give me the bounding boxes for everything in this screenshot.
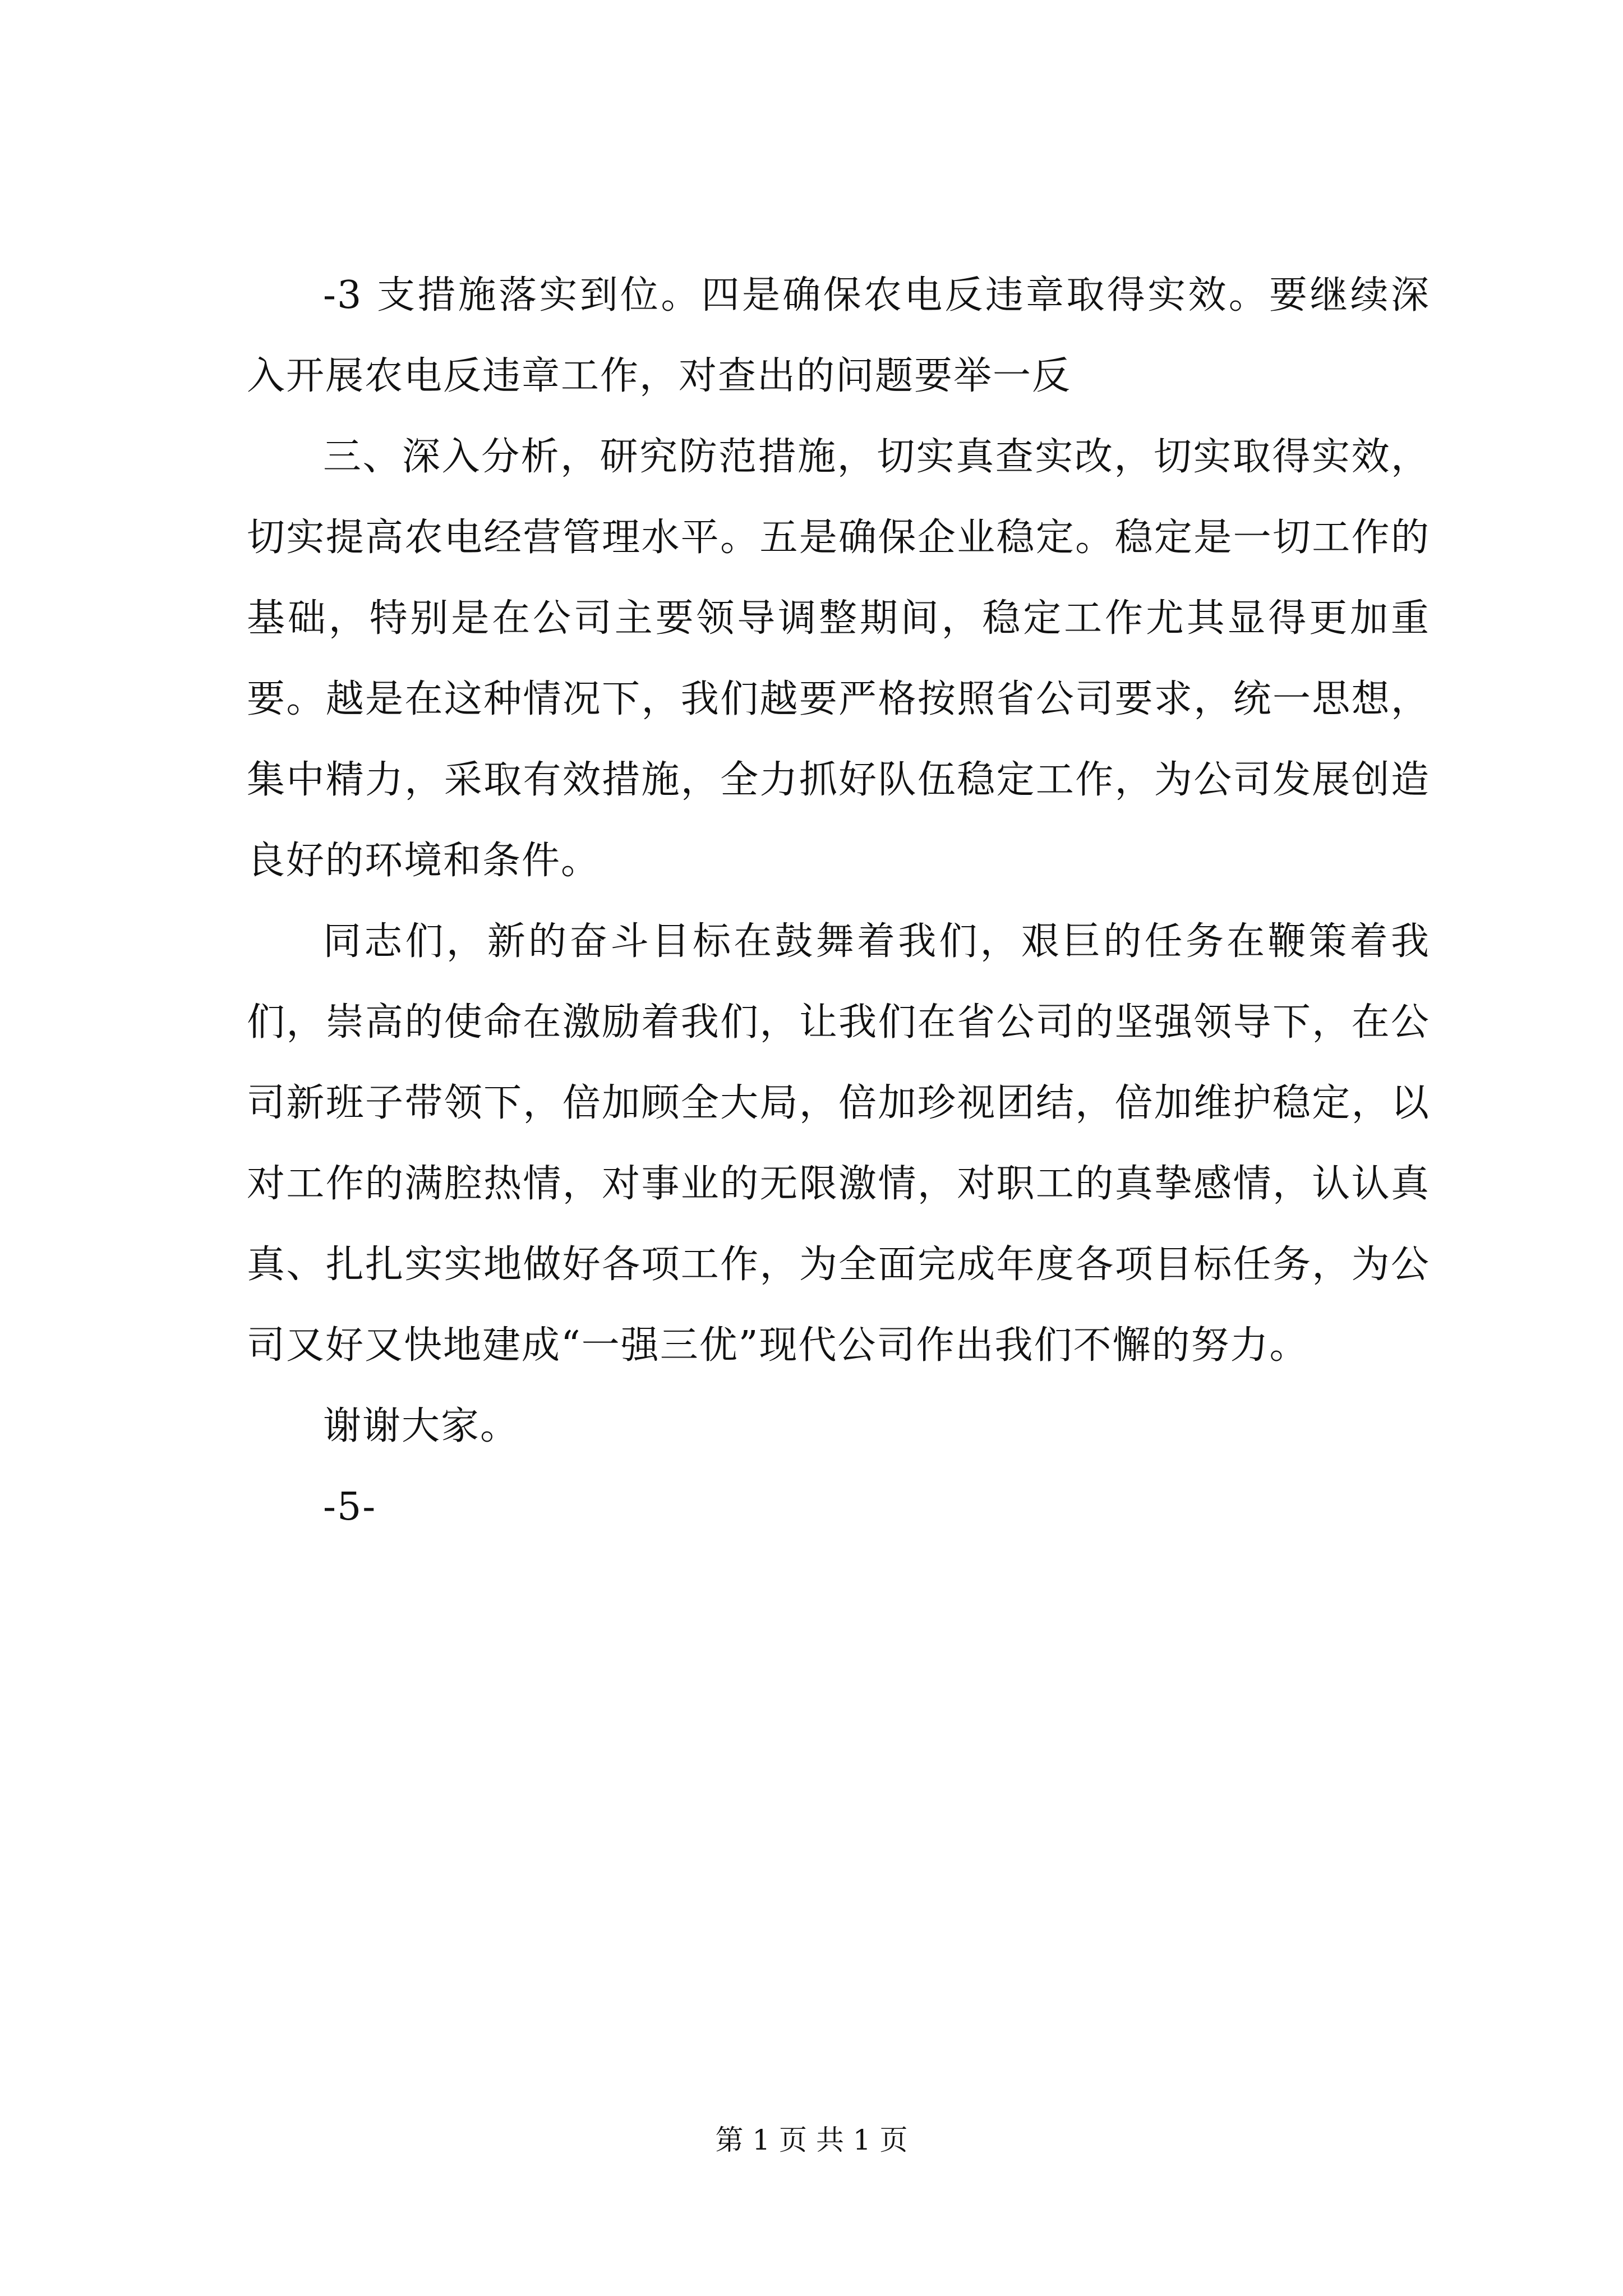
paragraph-3: 同志们，新的奋斗目标在鼓舞着我们，艰巨的任务在鞭策着我们，崇高的使命在激励着我们，让我们在省公司的坚强领导下，在公司新班子带领下，倍加顾全大局，倍加珍视团结，倍加维护稳定，以对工作的满腔热情，对事业的无限激情，对职工的真挚感情，认认真真、扎扎实实地做好各项工作，为全面完成年度各项目标任务，为公司又好又快地建成“一强三优”现代公司作出我们不懈的努力。 (247, 919, 1430, 1368)
document-body (247, 255, 1430, 1548)
paragraph-5: -5- (323, 1485, 377, 1529)
paragraph-1: -3 支措施落实到位。四是确保农电反违章取得实效。要继续深入开展农电反违章工作，对查出的问题要举一反 (247, 273, 1430, 398)
paragraph-2: 三、深入分析，研究防范措施，切实真查实改，切实取得实效，切实提高农电经营管理水平。五是确保企业稳定。稳定是一切工作的基础，特别是在公司主要领导调整期间，稳定工作尤其显得更加重要。越是在这种情况下，我们越要严格按照省公司要求，统一思想，集中精力，采取有效措施，全力抓好队伍稳定工作，为公司发展创造良好的环境和条件。 (247, 435, 1430, 883)
paragraph-4: 谢谢大家。 (323, 1404, 520, 1448)
page-footer: 第 1 页 共 1 页 (715, 2124, 908, 2156)
